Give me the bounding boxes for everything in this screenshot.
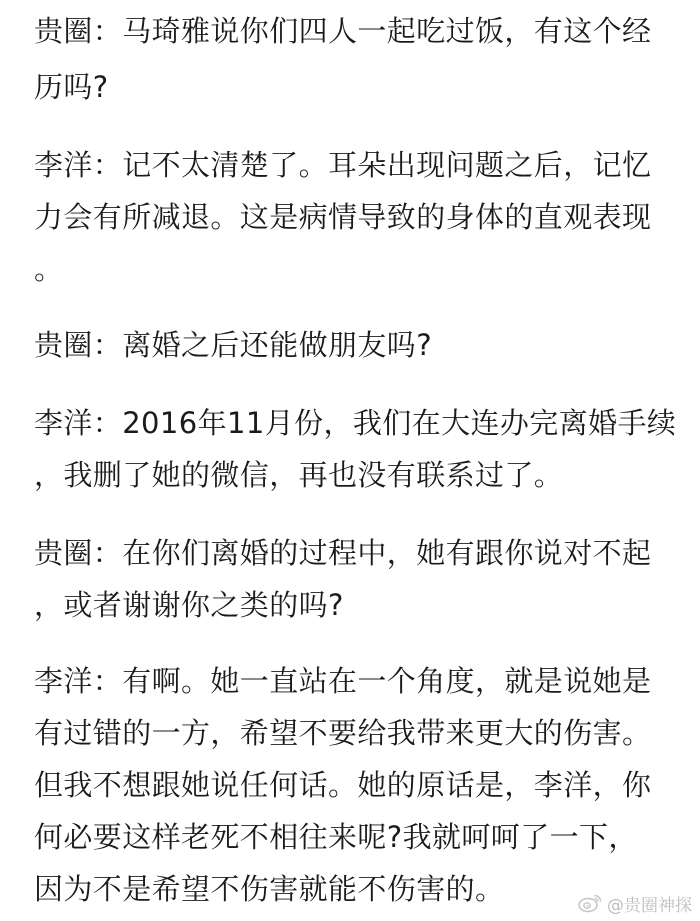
text-line: 因为不是希望不伤害就能不伤害的。	[34, 872, 505, 906]
text-line: 李洋：有啊。她一直站在一个角度，就是说她是	[34, 664, 652, 698]
text-line: ，或者谢谢你之类的吗?	[34, 588, 344, 622]
text-line: 贵圈：在你们离婚的过程中，她有跟你说对不起	[34, 536, 652, 570]
text-line: 有过错的一方，希望不要给我带来更大的伤害。	[34, 716, 652, 750]
text-line: 贵圈：离婚之后还能做朋友吗?	[34, 328, 432, 362]
text-line: 历吗?	[34, 70, 109, 104]
text-line: ，我删了她的微信，再也没有联系过了。	[34, 458, 564, 492]
text-line: 何必要这样老死不相往来呢?我就呵呵了一下，	[34, 820, 638, 854]
watermark-text: @贵圈神探	[607, 895, 692, 916]
text-line: 李洋：2016年11月份，我们在大连办完离婚手续	[34, 406, 677, 440]
text-line: 。	[34, 252, 64, 286]
text-line: 但我不想跟她说任何话。她的原话是，李洋，你	[34, 768, 652, 802]
text-line: 贵圈：马琦雅说你们四人一起吃过饭，有这个经	[34, 14, 652, 48]
text-line: 力会有所减退。这是病情导致的身体的直观表现	[34, 200, 652, 234]
text-line: 李洋：记不太清楚了。耳朵出现问题之后，记忆	[34, 148, 652, 182]
weibo-icon	[577, 892, 603, 914]
watermark	[577, 889, 692, 917]
